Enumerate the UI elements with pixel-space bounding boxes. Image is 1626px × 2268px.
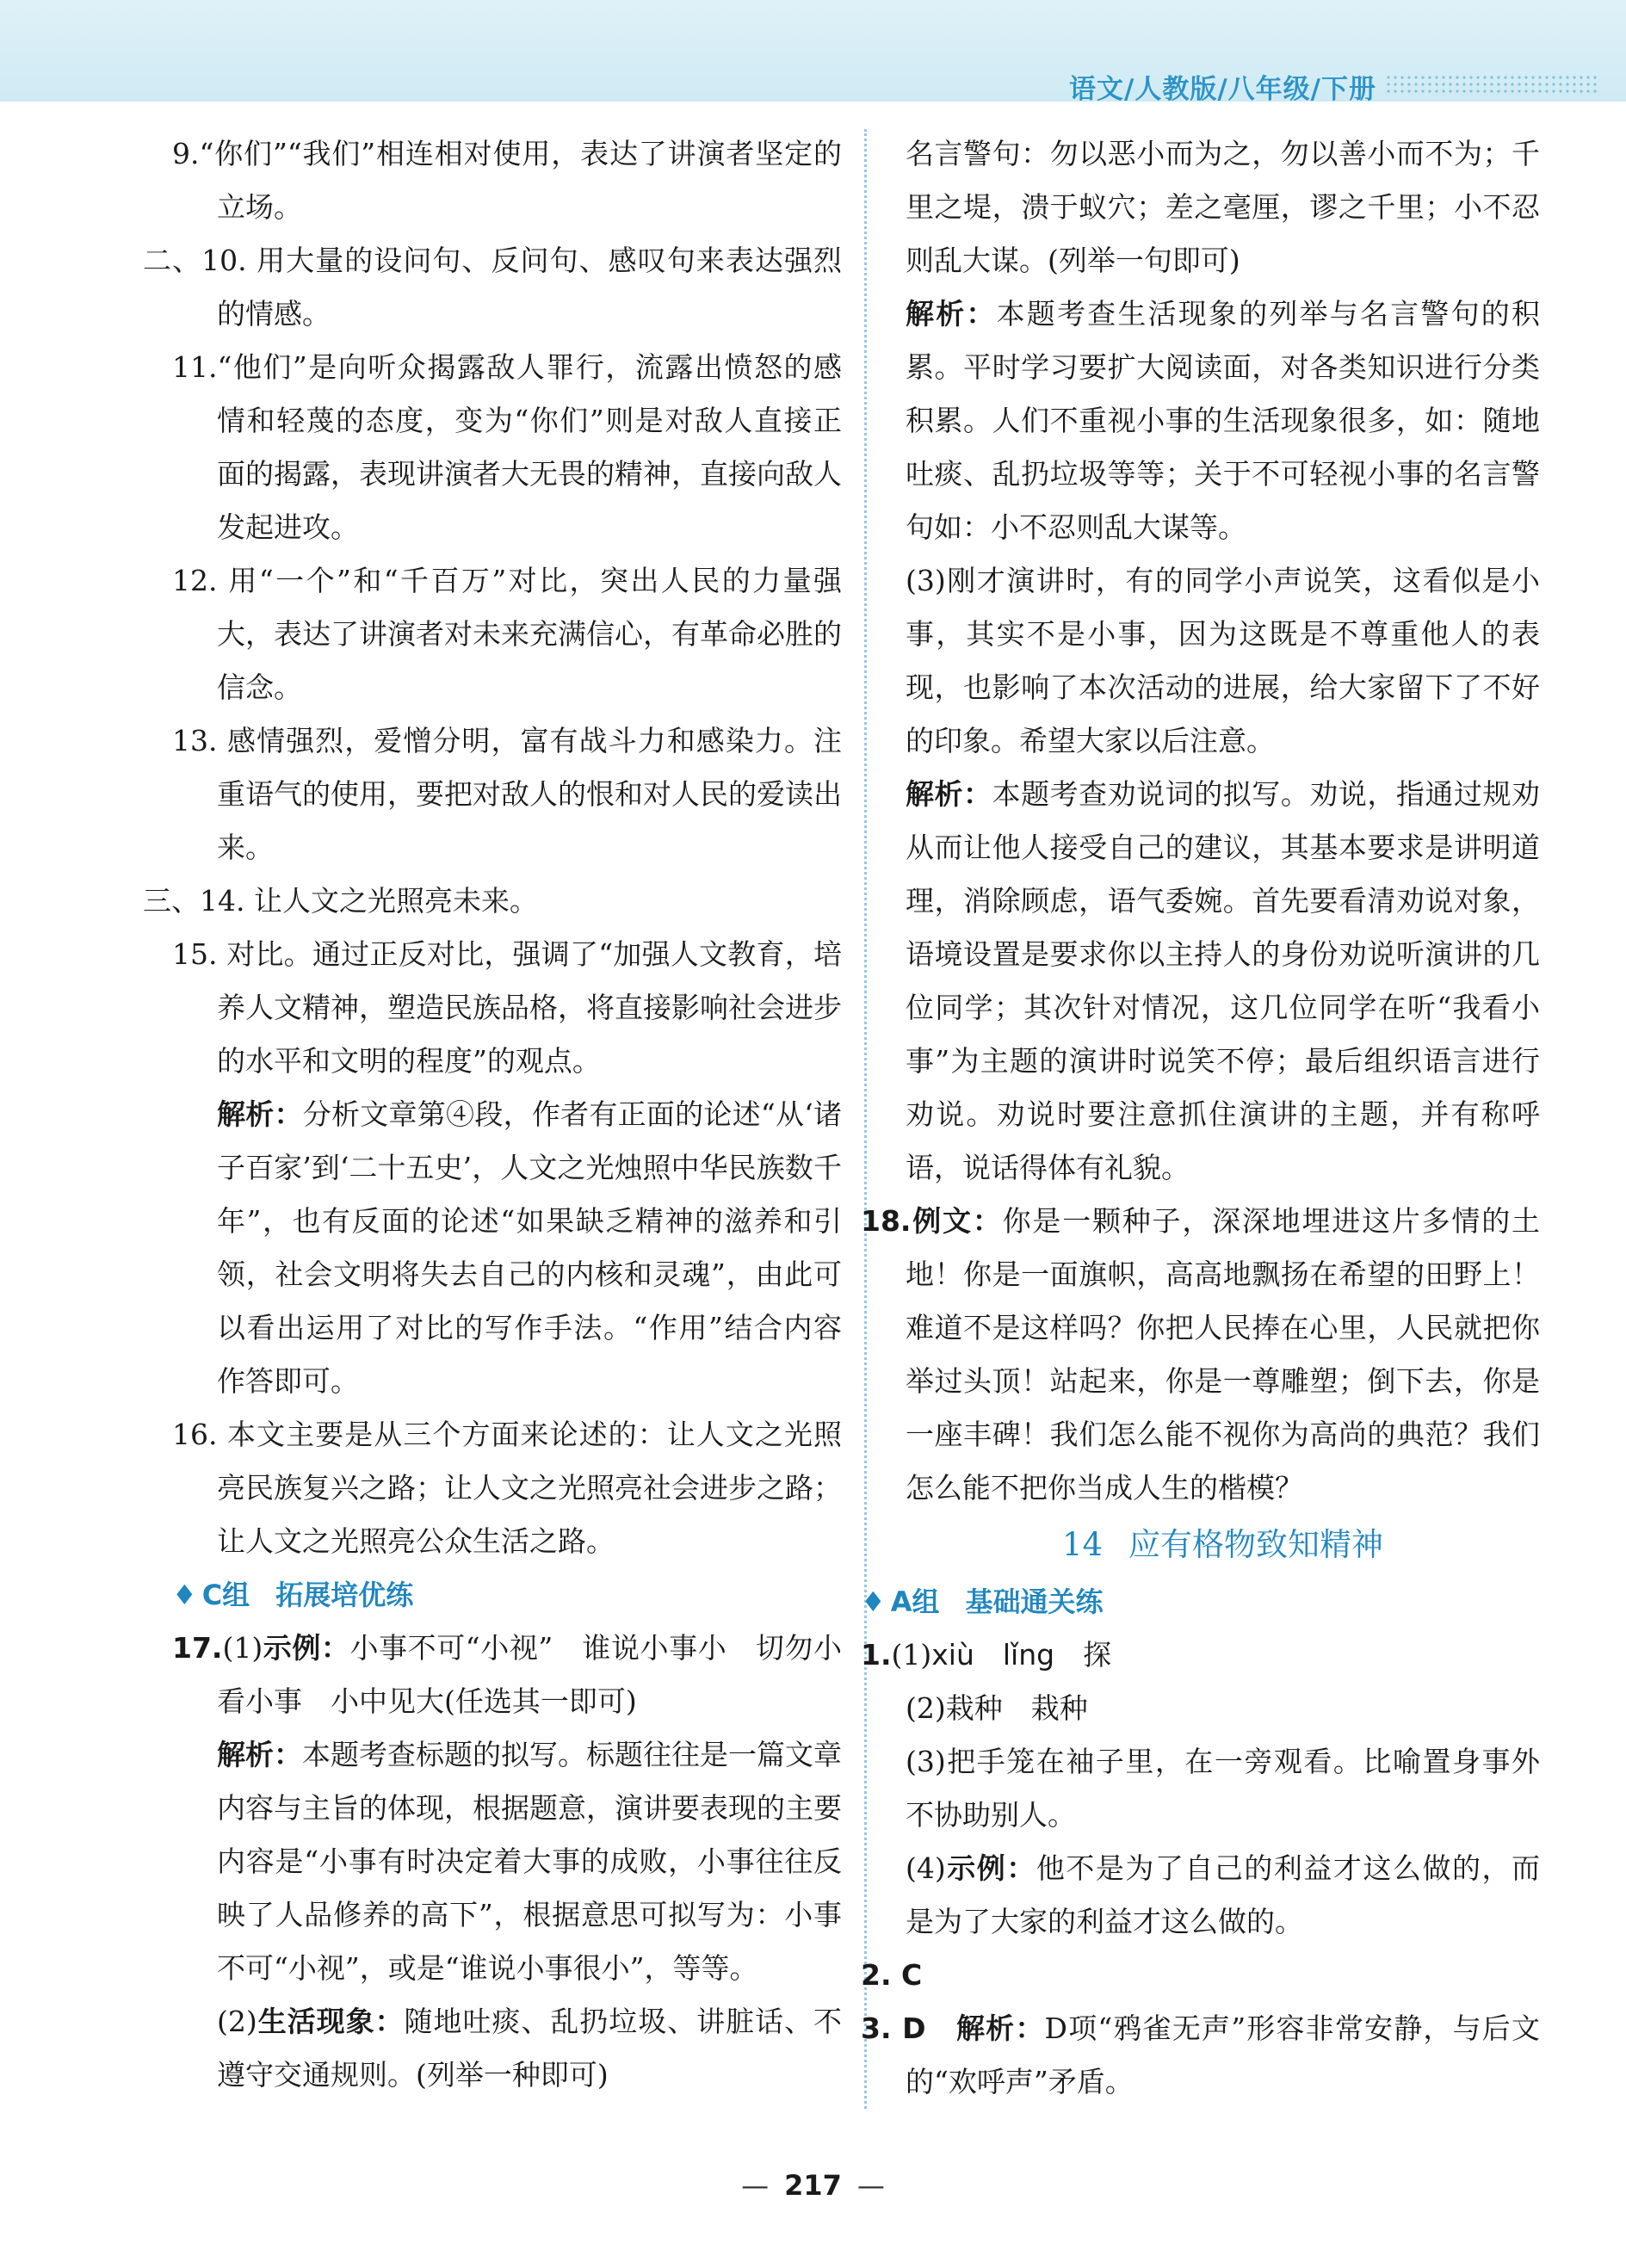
analysis-17-1: 解析：本题考查标题的拟写。标题往往是一篇文章内容与主旨的体现，根据题意，演讲要表现的主要内容是“小事有时决定着大事的成败，小事往往反映了人品修养的高下”，根据意思可拟写为：小事不可“小视”，或是“谁说小事很小”，等等。 bbox=[217, 1738, 842, 1985]
diamond-icon: ♦ bbox=[172, 1579, 197, 1611]
analysis-17-3: 解析：本题考查劝说词的拟写。劝说，指通过规劝从而让他人接受自己的建议，其基本要求是讲明道理，消除顾虑，语气委婉。首先要看清劝说对象，语境设置是要求你以主持人的身份劝说听演讲的几位同学；其次针对情况，这几位同学在听“我看小事”为主题的演讲时说笑不停；最后组织语言进行劝说。劝说时要注意抓住演讲的主题，并有称呼语，说话得体有礼貌。 bbox=[906, 777, 1541, 1184]
answer-a3: 3. D 解析：D项“鸦雀无声”形容非常安静，与后文的“欢呼声”矛盾。 bbox=[861, 2012, 1541, 2098]
book-subject-label: 语文/人教版/八年级/下册 bbox=[1069, 74, 1376, 105]
answer-17-2-continued: 名言警句：勿以恶小而为之，勿以善小而不为；千里之堤，溃于蚁穴；差之毫厘，谬之千里；小不忍则乱大谋。(列举一句即可) bbox=[906, 137, 1540, 277]
answer-12: 12. 用“一个”和“千百万”对比，突出人民的力量强大，表达了讲演者对未来充满信心，有革命必胜的信念。 bbox=[172, 564, 842, 704]
answer-17-3: (3)刚才演讲时，有的同学小声说笑，这看似是小事，其实不是小事，因为这既是不尊重他人的表现，也影响了本次活动的进展，给大家留下了不好的印象。希望大家以后注意。 bbox=[906, 564, 1540, 757]
left-column bbox=[143, 127, 843, 2102]
page-number: — 217 — bbox=[741, 2169, 885, 2202]
group-c-heading: ♦ C组 拓展培优练 bbox=[172, 1579, 414, 1611]
answer-17-2: (2)生活现象：随地吐痰、乱扔垃圾、讲脏话、不遵守交通规则。(列举一种即可) bbox=[217, 2005, 843, 2092]
section-title: 14 应有格物致知精神 bbox=[1061, 1526, 1384, 1563]
answer-9: 9.“你们”“我们”相连相对使用，表达了讲演者坚定的立场。 bbox=[172, 137, 842, 224]
answer-13: 13. 感情强烈，爱憎分明，富有战斗力和感染力。注重语气的使用，要把对敌人的恨和对人民的爱读出来。 bbox=[172, 724, 842, 864]
header-band bbox=[0, 0, 1626, 105]
right-column bbox=[861, 127, 1541, 2109]
group-a-heading: ♦ A组 基础通关练 bbox=[861, 1585, 1104, 1618]
answer-17: 17.(1)示例：小事不可“小视” 谁说小事小 切勿小看小事 小中见大(任选其一即可) 解析：本题考查标题的拟写。标题往往是一篇文章内容与主旨的体现，根据题意，演讲要表现的主要内容是“小事有时决定着大事的成败，小事往往反映了人品修养的高下”，根据意思可拟写为：小事不可“小视”，或是“谁说小事很小”，等等。 (2)生活现象：随地吐痰、乱扔垃圾、讲脏话、不遵守交通规则。(列举一种即可) bbox=[172, 1622, 842, 2102]
analysis-17-2: 解析：本题考查生活现象的列举与名言警句的积累。平时学习要扩大阅读面，对各类知识进行分类积累。人们不重视小事的生活现象很多，如：随地吐痰、乱扔垃圾等等；关于不可轻视小事的名言警句如：小不忍则乱大谋等。 bbox=[906, 297, 1541, 544]
diamond-icon: ♦ bbox=[861, 1585, 886, 1618]
answer-18: 18.例文：你是一颗种子，深深地埋进这片多情的土地！你是一面旗帜，高高地飘扬在希望的田野上！难道不是这样吗？你把人民捧在心里，人民就把你举过头顶！站起来，你是一尊雕塑；倒下去，你是一座丰碑！我们怎么能不视你为高尚的典范？我们怎么能不把你当成人生的楷模？ bbox=[861, 1204, 1541, 1505]
answer-11: 11.“他们”是向听众揭露敌人罪行，流露出愤怒的感情和轻蔑的态度，变为“你们”则是对敌人直接正面的揭露，表现讲演者大无畏的精神，直接向敌人发起进攻。 bbox=[172, 350, 842, 544]
answer-a1: 1.(1)xiù lǐng 探 (2)栽种 栽种 (3)把手笼在袖子里，在一旁观看。比喻置身事外不协助别人。 (4)示例：他不是为了自己的利益才这么做的，而是为了大家的利益才这么做的。 bbox=[861, 1638, 1541, 1938]
answer-15: 15. 对比。通过正反对比，强调了“加强人文教育，培养人文精神，塑造民族品格，将直接影响社会进步的水平和文明的程度”的观点。 解析：分析文章第④段，作者有正面的论述“从‘诸子百家’到‘二十五史’，人文之光烛照中华民族数千年”，也有反面的论述“如果缺乏精神的滋养和引领，社会文明将失去自己的内核和灵魂”，由此可以看出运用了对比的写作手法。“作用”结合内容作答即可。 bbox=[172, 928, 842, 1408]
analysis-15: 解析：分析文章第④段，作者有正面的论述“从‘诸子百家’到‘二十五史’，人文之光烛照中华民族数千年”，也有反面的论述“如果缺乏精神的滋养和引领，社会文明将失去自己的内核和灵魂”，由此可以看出运用了对比的写作手法。“作用”结合内容作答即可。 bbox=[217, 1097, 842, 1398]
answer-14: 三、14. 让人文之光照亮未来。 bbox=[143, 884, 538, 918]
answer-16: 16. 本文主要是从三个方面来论述的：让人文之光照亮民族复兴之路；让人文之光照亮社会进步之路；让人文之光照亮公众生活之路。 bbox=[172, 1418, 842, 1558]
answer-a2: 2. C bbox=[861, 1958, 923, 1992]
answer-10: 二、10. 用大量的设问句、反问句、感叹句来表达强烈的情感。 bbox=[143, 244, 842, 331]
header-dot-pattern bbox=[1385, 74, 1600, 96]
